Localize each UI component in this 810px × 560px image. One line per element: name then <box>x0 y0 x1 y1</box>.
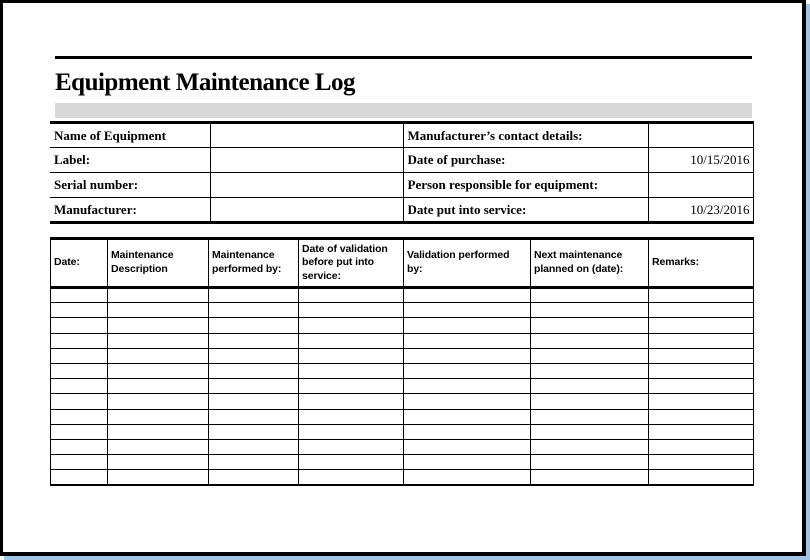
log-empty-row <box>51 379 754 394</box>
log-cell[interactable] <box>404 333 531 348</box>
log-cell[interactable] <box>404 363 531 378</box>
log-empty-row <box>51 424 754 439</box>
log-cell[interactable] <box>299 379 404 394</box>
page-title: Equipment Maintenance Log <box>55 69 356 96</box>
log-cell[interactable] <box>108 409 209 424</box>
log-cell[interactable] <box>404 439 531 454</box>
log-cell[interactable] <box>51 363 108 378</box>
info-value-left[interactable] <box>210 173 403 198</box>
log-table-body <box>51 288 754 485</box>
log-cell[interactable] <box>299 303 404 318</box>
log-cell[interactable] <box>299 333 404 348</box>
info-value-left[interactable] <box>210 198 403 223</box>
log-cell[interactable] <box>108 333 209 348</box>
log-cell[interactable] <box>531 424 649 439</box>
log-cell[interactable] <box>649 439 754 454</box>
info-label-right: Manufacturer’s contact details: <box>403 123 648 148</box>
info-value-right[interactable]: 10/23/2016 <box>648 198 753 223</box>
info-label-right: Date put into service: <box>403 198 648 223</box>
log-table-header-row <box>51 239 754 288</box>
info-value-right[interactable] <box>648 173 753 198</box>
log-cell[interactable] <box>649 303 754 318</box>
log-header-remarks: Remarks: <box>649 239 754 288</box>
info-label-right: Person responsible for equipment: <box>403 173 648 198</box>
log-cell[interactable] <box>649 394 754 409</box>
log-header-date: Date: <box>51 239 108 288</box>
log-cell[interactable] <box>404 394 531 409</box>
log-header-validation-date: Date of validation before put into service: <box>299 239 404 288</box>
log-empty-row <box>51 303 754 318</box>
log-cell[interactable] <box>51 424 108 439</box>
log-cell[interactable] <box>299 455 404 470</box>
log-cell[interactable] <box>299 363 404 378</box>
log-cell[interactable] <box>51 470 108 485</box>
log-cell[interactable] <box>51 394 108 409</box>
log-cell[interactable] <box>404 348 531 363</box>
info-table <box>50 121 754 224</box>
log-cell[interactable] <box>404 424 531 439</box>
log-cell[interactable] <box>649 455 754 470</box>
log-cell[interactable] <box>51 409 108 424</box>
log-cell[interactable] <box>108 455 209 470</box>
log-cell[interactable] <box>531 394 649 409</box>
log-cell[interactable] <box>531 470 649 485</box>
log-cell[interactable] <box>51 333 108 348</box>
log-cell[interactable] <box>531 348 649 363</box>
log-cell[interactable] <box>209 439 299 454</box>
log-cell[interactable] <box>404 303 531 318</box>
log-cell[interactable] <box>108 424 209 439</box>
log-cell[interactable] <box>108 348 209 363</box>
log-cell[interactable] <box>209 409 299 424</box>
log-cell[interactable] <box>51 455 108 470</box>
log-cell[interactable] <box>404 288 531 303</box>
log-cell[interactable] <box>209 303 299 318</box>
log-cell[interactable] <box>299 470 404 485</box>
log-empty-row <box>51 455 754 470</box>
log-cell[interactable] <box>531 333 649 348</box>
log-cell[interactable] <box>108 379 209 394</box>
log-cell[interactable] <box>531 409 649 424</box>
info-value-left[interactable] <box>210 148 403 173</box>
log-empty-row <box>51 348 754 363</box>
info-label-right: Date of purchase: <box>403 148 648 173</box>
log-cell[interactable] <box>209 318 299 333</box>
log-cell[interactable] <box>404 470 531 485</box>
log-header-validation-by: Validation performed by: <box>404 239 531 288</box>
log-cell[interactable] <box>649 333 754 348</box>
log-header-description: Maintenance Description <box>108 239 209 288</box>
info-row <box>50 148 753 173</box>
log-header-next-maintenance: Next maintenance planned on (date): <box>531 239 649 288</box>
log-cell[interactable] <box>299 424 404 439</box>
log-cell[interactable] <box>108 439 209 454</box>
log-cell[interactable] <box>108 303 209 318</box>
log-cell[interactable] <box>404 318 531 333</box>
log-cell[interactable] <box>108 363 209 378</box>
log-cell[interactable] <box>531 363 649 378</box>
log-cell[interactable] <box>404 409 531 424</box>
log-empty-row <box>51 439 754 454</box>
log-cell[interactable] <box>108 470 209 485</box>
log-empty-row <box>51 363 754 378</box>
log-header-performed-by: Maintenance performed by: <box>209 239 299 288</box>
log-empty-row <box>51 394 754 409</box>
log-cell[interactable] <box>531 318 649 333</box>
log-cell[interactable] <box>649 409 754 424</box>
log-cell[interactable] <box>299 439 404 454</box>
log-table <box>50 237 754 486</box>
log-cell[interactable] <box>531 303 649 318</box>
log-cell[interactable] <box>51 348 108 363</box>
log-empty-row <box>51 318 754 333</box>
log-cell[interactable] <box>51 439 108 454</box>
log-cell[interactable] <box>531 379 649 394</box>
log-empty-row <box>51 333 754 348</box>
log-cell[interactable] <box>649 424 754 439</box>
log-cell[interactable] <box>404 455 531 470</box>
log-cell[interactable] <box>108 394 209 409</box>
log-cell[interactable] <box>649 379 754 394</box>
info-value-left[interactable] <box>210 123 403 148</box>
info-label-left: Serial number: <box>50 173 210 198</box>
log-cell[interactable] <box>649 470 754 485</box>
info-value-right[interactable]: 10/15/2016 <box>648 148 753 173</box>
log-cell[interactable] <box>649 363 754 378</box>
log-cell[interactable] <box>108 288 209 303</box>
log-cell[interactable] <box>531 455 649 470</box>
log-cell[interactable] <box>209 394 299 409</box>
info-label-left: Name of Equipment <box>50 123 210 148</box>
log-cell[interactable] <box>531 439 649 454</box>
log-cell[interactable] <box>299 288 404 303</box>
log-cell[interactable] <box>51 318 108 333</box>
log-cell[interactable] <box>108 318 209 333</box>
log-empty-row <box>51 470 754 485</box>
log-cell[interactable] <box>209 424 299 439</box>
log-cell[interactable] <box>209 288 299 303</box>
info-label-left: Label: <box>50 148 210 173</box>
log-cell[interactable] <box>299 394 404 409</box>
title-top-rule <box>55 56 752 59</box>
info-row <box>50 173 753 198</box>
log-cell[interactable] <box>51 379 108 394</box>
info-label-left: Manufacturer: <box>50 198 210 223</box>
log-cell[interactable] <box>299 409 404 424</box>
info-row <box>50 198 753 223</box>
log-cell[interactable] <box>299 318 404 333</box>
log-cell[interactable] <box>649 348 754 363</box>
log-cell[interactable] <box>209 348 299 363</box>
title-underline-bar <box>55 103 752 118</box>
log-cell[interactable] <box>209 470 299 485</box>
log-cell[interactable] <box>51 288 108 303</box>
log-cell[interactable] <box>209 379 299 394</box>
log-empty-row <box>51 288 754 303</box>
log-cell[interactable] <box>531 288 649 303</box>
log-cell[interactable] <box>649 288 754 303</box>
log-empty-row <box>51 409 754 424</box>
log-cell[interactable] <box>209 333 299 348</box>
log-cell[interactable] <box>209 455 299 470</box>
info-row <box>50 123 753 148</box>
log-cell[interactable] <box>404 379 531 394</box>
log-cell[interactable] <box>51 303 108 318</box>
info-value-right[interactable] <box>648 123 753 148</box>
log-cell[interactable] <box>209 363 299 378</box>
log-cell[interactable] <box>299 348 404 363</box>
log-cell[interactable] <box>649 318 754 333</box>
